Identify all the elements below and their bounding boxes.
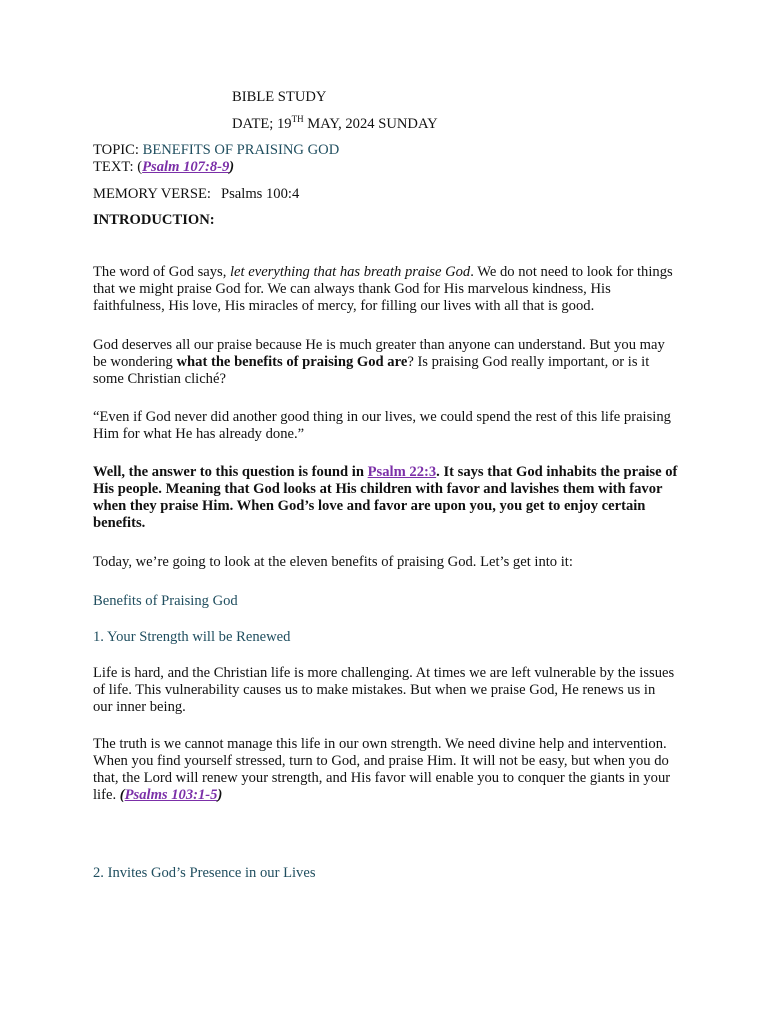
introduction-heading: INTRODUCTION: xyxy=(93,212,215,228)
memory-verse-label: MEMORY VERSE: xyxy=(93,186,211,202)
benefits-heading: Benefits of Praising God xyxy=(93,593,238,609)
document-title: BIBLE STUDY xyxy=(232,89,327,105)
p7-text-a: The truth is we cannot manage this life in our own strength. We need divine help and intervention. When you find yourself stressed, turn to God, and praise Him. It will not be easy, but when you do that, the Lord will renew your strength, and His favor will enable you to conquer the giants in your life. xyxy=(93,736,671,803)
benefit-2-heading: 2. Invites God’s Presence in our Lives xyxy=(93,865,316,881)
p2-bold-phrase: what the benefits of praising God are xyxy=(176,354,408,370)
p1-italic-quote: let everything that has breath praise God xyxy=(230,264,471,280)
p7-open-paren: ( xyxy=(119,787,125,803)
p4-text-b: . It says that God inhabits the praise of His people. Meaning that God looks at His children with favor and lavishes them with favor when they praise Him. When God’s love and favor are upon you, you get to enjoy certain benefits. xyxy=(93,464,678,531)
text-reference-line xyxy=(93,159,678,176)
paragraph-7 xyxy=(93,736,678,804)
memory-verse-line xyxy=(93,186,678,203)
p1-text-a: The word of God says, xyxy=(93,264,230,280)
p1-text-c: . We do not need to look for things that we might praise God for. We can always thank God for His marvelous kindness, His faithfulness, His love, His miracles of mercy, for filling our lives with all that is good. xyxy=(93,264,673,314)
paragraph-2 xyxy=(93,337,678,388)
document-date xyxy=(232,116,438,133)
text-close-paren: ) xyxy=(229,159,235,175)
topic-label: TOPIC: xyxy=(93,142,143,158)
memory-verse-value: Psalms 100:4 xyxy=(221,186,300,202)
date-suffix: MAY, 2024 SUNDAY xyxy=(303,116,438,132)
psalms-103-link[interactable]: Psalms 103:1-5 xyxy=(124,787,218,803)
p2-text-c: ? Is praising God really important, or is it some Christian cliché? xyxy=(93,354,650,387)
topic-value: BENEFITS OF PRAISING GOD xyxy=(142,142,340,158)
paragraph-5: Today, we’re going to look at the eleven benefits of praising God. Let’s get into it: xyxy=(93,554,573,570)
psalm-22-link[interactable]: Psalm 22:3 xyxy=(367,464,437,480)
benefit-1-heading: 1. Your Strength will be Renewed xyxy=(93,629,291,645)
p7-close-paren: ) xyxy=(217,787,223,803)
p4-text-a: Well, the answer to this question is found in xyxy=(93,464,368,480)
p2-text-a: God deserves all our praise because He is much greater than anyone can understand. But you may be wondering xyxy=(93,337,665,370)
paragraph-6: Life is hard, and the Christian life is more challenging. At times we are left vulnerable by the issues of life. This vulnerability causes us to make mistakes. But when we praise God, He renews us in our inner being. xyxy=(93,665,675,715)
topic-line xyxy=(93,142,678,159)
paragraph-3-quote: “Even if God never did another good thing in our lives, we could spend the rest of this life praising Him for what He has already done.” xyxy=(93,409,671,442)
psalm-107-link[interactable]: Psalm 107:8-9 xyxy=(142,159,230,175)
date-superscript: TH xyxy=(291,114,304,125)
paragraph-1 xyxy=(93,264,678,315)
text-label: TEXT: ( xyxy=(93,159,143,175)
paragraph-4 xyxy=(93,464,678,532)
date-prefix: DATE; 19 xyxy=(232,116,292,132)
